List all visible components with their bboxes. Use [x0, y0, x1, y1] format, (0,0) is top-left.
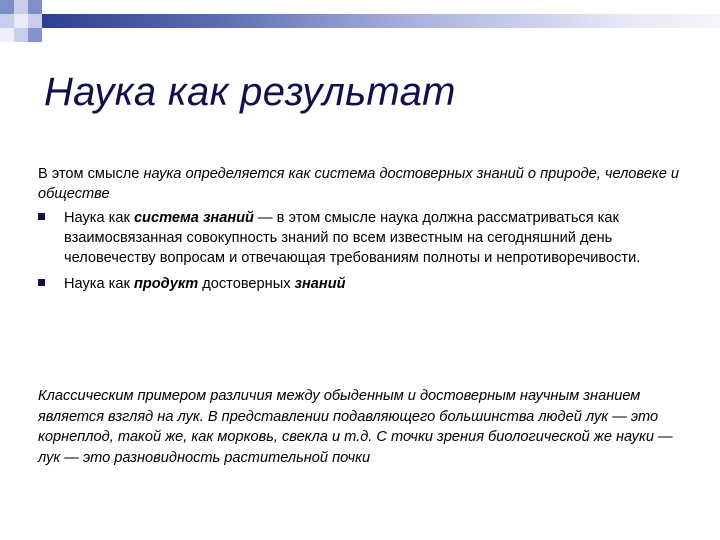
bullet-mid: достоверных	[198, 276, 295, 292]
bullet-emphasis: продукт	[133, 276, 199, 292]
decor-square	[0, 0, 14, 14]
slide-title: Наука как результат	[44, 70, 456, 114]
slide-body	[38, 164, 698, 300]
list-item	[38, 274, 698, 294]
bullet-emphasis-2: знаний	[294, 276, 346, 292]
decor-square	[0, 14, 14, 28]
decor-square	[14, 0, 28, 14]
square-bullet-icon	[38, 279, 45, 286]
intro-paragraph	[38, 164, 698, 204]
decor-gradient-bar	[42, 14, 720, 28]
decor-square	[28, 14, 42, 28]
bullet-pre: Наука как	[64, 276, 134, 292]
decor-square	[28, 28, 42, 42]
decor-square	[14, 28, 28, 42]
bullet-list	[38, 208, 698, 294]
example-paragraph: Классическим примером различия между обыденным и достоверным научным знанием является взгляд на лук. В представлении подавляющего большинства людей лук — это корнеплод, такой же, как морковь, свекла и т.д. С точки зрения биологической же науки — лук — это разновидность растительной почки	[38, 388, 673, 466]
bullet-post: — в этом смысле наука должна рассматриваться как взаимосвязанная совокупность знаний по всем известным на сегодняшний день человечеству вопросам и отвечающая требованиям полноты и непротиворечивости.	[64, 210, 641, 266]
intro-rest: наука определяется как система достоверных знаний о природе, человеке и обществе	[38, 166, 680, 202]
bullet-pre: Наука как	[64, 210, 134, 226]
decor-square	[0, 28, 14, 42]
bullet-emphasis: система знаний	[133, 210, 254, 226]
square-bullet-icon	[38, 213, 45, 220]
decor-square	[14, 14, 28, 28]
list-item	[38, 208, 698, 268]
decor-square	[28, 0, 42, 14]
intro-lead: В этом смысле	[38, 166, 140, 182]
decorative-header-band	[0, 0, 720, 52]
